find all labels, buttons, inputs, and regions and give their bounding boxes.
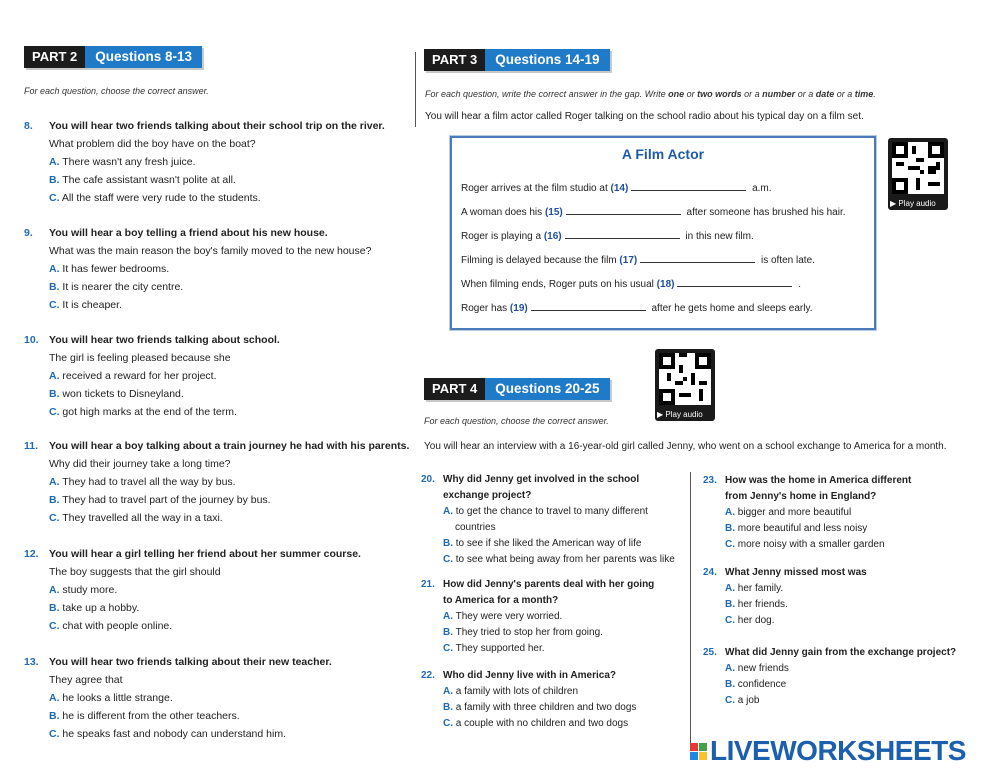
line-text-after: is often late.	[758, 255, 815, 266]
gap-fill-line-18	[461, 276, 801, 290]
option-text: They supported her.	[455, 643, 545, 654]
option-text: confidence	[737, 679, 787, 690]
option-letter: B.	[443, 627, 453, 638]
option-text: to see what being away from her parents was like	[455, 554, 675, 565]
part4-instruction: For each question, choose the correct answer.	[424, 416, 609, 426]
answer-option[interactable]	[24, 509, 409, 527]
option-text: her dog.	[737, 615, 775, 626]
option-letter: B.	[725, 523, 735, 534]
question-10	[24, 331, 280, 421]
option-letter: C.	[49, 192, 60, 204]
question-number: 10.	[24, 334, 39, 346]
logo-block	[699, 743, 707, 751]
answer-option[interactable]	[421, 700, 689, 716]
gap-fill-line-16	[461, 228, 754, 242]
question-sub: What was the main reason the boy's family moved to the new house?	[49, 245, 372, 257]
option-letter: A.	[443, 686, 453, 697]
qr-pattern-icon	[659, 353, 711, 405]
part3-instruction	[425, 89, 876, 99]
question-number: 11.	[24, 440, 39, 452]
part3-header	[424, 49, 610, 71]
answer-option[interactable]	[24, 581, 361, 599]
answer-option[interactable]	[421, 716, 689, 732]
answer-option[interactable]	[24, 189, 385, 207]
instruction-text: or a	[834, 89, 855, 99]
answer-option[interactable]	[703, 613, 983, 629]
answer-option[interactable]	[24, 725, 332, 743]
question-stem-line	[24, 117, 385, 135]
option-text: It has fewer bedrooms.	[62, 263, 170, 275]
question-8	[24, 117, 385, 207]
line-text-after: after he gets home and sleeps early.	[648, 303, 813, 314]
line-text-before: Roger has	[461, 303, 510, 314]
line-text-before: Filming is delayed because the film	[461, 255, 620, 266]
option-text: a family with lots of children	[455, 686, 579, 697]
gap-number: (18)	[656, 279, 675, 290]
logo-blocks-icon	[690, 743, 707, 760]
option-letter: C.	[49, 299, 60, 311]
answer-option[interactable]	[703, 693, 983, 709]
part2-instruction: For each question, choose the correct answer.	[24, 86, 209, 96]
line-text-after: .	[795, 279, 802, 290]
option-letter: C.	[49, 620, 60, 632]
answer-option[interactable]	[24, 491, 409, 509]
question-stem: How was the home in America different	[725, 475, 912, 486]
question-stem: Who did Jenny live with in America?	[443, 670, 616, 681]
line-text-before: When filming ends, Roger puts on his usual	[461, 279, 657, 290]
answer-option[interactable]	[421, 641, 689, 657]
part4-intro: You will hear an interview with a 16-year-old girl called Jenny, who went on a school exchange to America for a month.	[424, 441, 947, 452]
part3-tag: PART 3	[424, 49, 485, 71]
question-sub: The girl is feeling pleased because she	[49, 352, 231, 364]
option-letter: A.	[49, 263, 60, 275]
part4-header	[424, 378, 610, 400]
question-number: 21.	[421, 579, 435, 590]
answer-option[interactable]	[421, 552, 689, 568]
part2-header	[24, 46, 202, 68]
answer-gap-input[interactable]	[565, 228, 680, 239]
qr-code-part3[interactable]	[888, 138, 948, 210]
option-text: It is cheaper.	[62, 299, 122, 311]
logo-block	[699, 752, 707, 760]
option-text: a couple with no children and two dogs	[455, 718, 629, 729]
question-stem-line	[24, 331, 280, 349]
film-actor-box	[450, 136, 876, 330]
answer-option[interactable]	[24, 153, 385, 171]
answer-option[interactable]	[703, 505, 983, 521]
question-23	[703, 473, 983, 553]
answer-option[interactable]	[24, 278, 371, 296]
option-letter: C.	[725, 695, 735, 706]
option-text: her friends.	[737, 599, 788, 610]
option-letter: C.	[443, 718, 453, 729]
line-text-after: a.m.	[749, 183, 772, 194]
question-sub: The boy suggests that the girl should	[49, 566, 221, 578]
question-stem: What did Jenny gain from the exchange project?	[725, 647, 957, 658]
question-20	[421, 472, 689, 568]
part4-questions-label: Questions 20-25	[485, 378, 609, 400]
question-stem: You will hear two friends talking about their new teacher.	[49, 656, 332, 668]
answer-option[interactable]	[703, 521, 983, 537]
answer-gap-input[interactable]	[640, 252, 755, 263]
answer-option[interactable]	[24, 403, 280, 421]
option-letter: A.	[49, 692, 60, 704]
qr-code-part4[interactable]	[655, 349, 715, 421]
option-text: There wasn't any fresh juice.	[62, 156, 196, 168]
option-letter: A.	[49, 584, 60, 596]
answer-option[interactable]	[703, 537, 983, 553]
question-number: 24.	[703, 567, 717, 578]
play-audio-button-part4[interactable]: ▶ Play audio	[657, 410, 703, 419]
question-number: 8.	[24, 120, 33, 132]
answer-option[interactable]	[24, 599, 361, 617]
part4-tag: PART 4	[424, 378, 485, 400]
instruction-text: or a	[795, 89, 816, 99]
answer-option[interactable]	[24, 707, 332, 725]
option-text: They travelled all the way in a taxi.	[62, 512, 223, 524]
part3-intro: You will hear a film actor called Roger talking on the school radio about his typical day on a film set.	[425, 111, 864, 122]
answer-option[interactable]	[24, 617, 361, 635]
option-text: to see if she liked the American way of life	[455, 538, 642, 549]
answer-gap-input[interactable]	[631, 180, 746, 191]
option-letter: A.	[49, 370, 60, 382]
question-22	[421, 668, 689, 732]
question-number: 9.	[24, 227, 33, 239]
gap-number: (17)	[619, 255, 638, 266]
line-text-after: after someone has brushed his hair.	[683, 207, 846, 218]
option-letter: C.	[49, 728, 60, 740]
option-letter: A.	[725, 583, 735, 594]
question-stem: from Jenny's home in England?	[725, 491, 877, 502]
option-text: to get the chance to travel to many different	[455, 506, 648, 517]
question-stem: You will hear two friends talking about school.	[49, 334, 280, 346]
question-11	[24, 437, 409, 527]
line-text-before: Roger arrives at the film studio at	[461, 183, 611, 194]
option-letter: C.	[49, 406, 60, 418]
question-stem: You will hear a girl telling her friend about her summer course.	[49, 548, 361, 560]
answer-option[interactable]	[421, 684, 689, 700]
question-number: 20.	[421, 474, 435, 485]
question-stem: You will hear a boy talking about a train journey he had with his parents.	[49, 440, 410, 452]
option-text: They had to travel all the way by bus.	[62, 476, 236, 488]
film-box-title: A Film Actor	[621, 146, 705, 162]
question-stem-line	[24, 224, 371, 242]
question-number: 13.	[24, 656, 39, 668]
option-text: study more.	[62, 584, 118, 596]
question-stem-line	[24, 545, 361, 563]
logo-block	[690, 752, 698, 760]
option-letter: B.	[725, 599, 735, 610]
option-text: more beautiful and less noisy	[737, 523, 868, 534]
answer-option[interactable]	[703, 661, 983, 677]
answer-option[interactable]	[703, 597, 983, 613]
gap-number: (16)	[543, 231, 562, 242]
question-stem: What Jenny missed most was	[725, 567, 867, 578]
instruction-emphasis: number	[762, 89, 796, 99]
instruction-text: or a	[741, 89, 763, 99]
part2-tag: PART 2	[24, 46, 85, 68]
option-text: more noisy with a smaller garden	[737, 539, 885, 550]
answer-option[interactable]	[421, 536, 689, 552]
option-text-continued: countries	[455, 522, 496, 533]
answer-option[interactable]	[421, 609, 689, 625]
option-letter: A.	[443, 611, 453, 622]
option-letter: C.	[725, 615, 735, 626]
option-text: he looks a little strange.	[62, 692, 173, 704]
question-number: 22.	[421, 670, 435, 681]
part4-divider	[690, 472, 691, 744]
gap-fill-line-17	[461, 252, 815, 266]
instruction-text: .	[873, 89, 876, 99]
gap-fill-line-14	[461, 180, 772, 194]
play-audio-label: Play audio	[898, 199, 936, 208]
option-text: chat with people online.	[62, 620, 173, 632]
question-sub: Why did their journey take a long time?	[49, 458, 231, 470]
option-text: They had to travel part of the journey by bus.	[62, 494, 271, 506]
option-letter: B.	[443, 702, 453, 713]
answer-gap-input[interactable]	[566, 204, 681, 215]
option-letter: A.	[49, 156, 60, 168]
answer-option[interactable]	[24, 473, 409, 491]
option-text: he is different from the other teachers.	[62, 710, 240, 722]
option-letter: B.	[49, 602, 60, 614]
liveworksheets-logo	[690, 735, 966, 767]
question-9	[24, 224, 371, 314]
gap-fill-line-19	[461, 300, 813, 314]
question-stem: Why did Jenny get involved in the school	[443, 474, 640, 485]
gap-number: (14)	[610, 183, 629, 194]
option-text: All the staff were very rude to the students.	[61, 192, 261, 204]
option-text: a job	[737, 695, 760, 706]
line-text-before: A woman does his	[461, 207, 545, 218]
gap-number: (15)	[544, 207, 563, 218]
option-letter: B.	[443, 538, 453, 549]
instruction-emphasis: one	[668, 89, 685, 99]
option-text: bigger and more beautiful	[737, 507, 852, 518]
question-stem: You will hear two friends talking about their school trip on the river.	[49, 120, 385, 132]
option-text: he speaks fast and nobody can understand him.	[62, 728, 286, 740]
question-stem: How did Jenny's parents deal with her going	[443, 579, 655, 590]
option-letter: A.	[49, 476, 60, 488]
option-text: won tickets to Disneyland.	[62, 388, 184, 400]
answer-option[interactable]	[703, 677, 983, 693]
option-letter: B.	[49, 281, 60, 293]
instruction-text: For each question, write the correct answer in the gap. Write	[425, 89, 669, 99]
answer-option[interactable]	[703, 581, 983, 597]
answer-option[interactable]	[421, 504, 689, 536]
answer-option[interactable]	[24, 367, 280, 385]
qr-pattern-icon	[892, 142, 944, 194]
instruction-text: or	[684, 89, 698, 99]
instruction-emphasis: two words	[697, 89, 742, 99]
instruction-emphasis: time	[854, 89, 874, 99]
question-stem: exchange project?	[443, 490, 532, 501]
question-24	[703, 565, 983, 629]
answer-option[interactable]	[24, 260, 371, 278]
column-divider	[415, 52, 416, 127]
question-12	[24, 545, 361, 635]
option-letter: B.	[49, 494, 60, 506]
part2-questions-label: Questions 8-13	[85, 46, 202, 68]
question-number: 12.	[24, 548, 39, 560]
option-text: a family with three children and two dogs	[455, 702, 637, 713]
option-text: They tried to stop her from going.	[455, 627, 603, 638]
option-letter: B.	[725, 679, 735, 690]
option-text: received a reward for her project.	[62, 370, 217, 382]
play-audio-label: Play audio	[665, 410, 703, 419]
line-text-before: Roger is playing a	[461, 231, 544, 242]
option-letter: B.	[49, 174, 60, 186]
part3-questions-label: Questions 14-19	[485, 49, 609, 71]
answer-gap-input[interactable]	[531, 300, 646, 311]
option-text: got high marks at the end of the term.	[62, 406, 237, 418]
line-text-after: in this new film.	[682, 231, 754, 242]
question-number: 23.	[703, 475, 717, 486]
option-text: new friends	[737, 663, 789, 674]
option-text: It is nearer the city centre.	[62, 281, 184, 293]
question-stem: You will hear a boy telling a friend about his new house.	[49, 227, 328, 239]
question-13	[24, 653, 332, 743]
question-stem-line	[24, 437, 409, 455]
option-letter: B.	[49, 710, 60, 722]
option-letter: C.	[49, 512, 60, 524]
answer-option[interactable]	[24, 171, 385, 189]
option-letter: A.	[725, 507, 735, 518]
option-letter: C.	[725, 539, 735, 550]
question-25	[703, 645, 983, 709]
play-audio-button-part3[interactable]: ▶ Play audio	[890, 199, 936, 208]
question-number: 25.	[703, 647, 717, 658]
logo-text: LIVEWORKSHEETS	[710, 735, 966, 766]
question-stem: to America for a month?	[443, 595, 559, 606]
option-text: her family.	[737, 583, 784, 594]
answer-option[interactable]	[24, 296, 371, 314]
question-21	[421, 577, 689, 657]
option-letter: C.	[443, 554, 453, 565]
answer-option[interactable]	[24, 689, 332, 707]
instruction-emphasis: date	[815, 89, 835, 99]
option-text: The cafe assistant wasn't polite at all.	[62, 174, 236, 186]
option-text: take up a hobby.	[62, 602, 140, 614]
logo-block	[690, 743, 698, 751]
answer-option[interactable]	[421, 625, 689, 641]
answer-gap-input[interactable]	[677, 276, 792, 287]
question-stem-line	[24, 653, 332, 671]
gap-fill-line-15	[461, 204, 846, 218]
question-sub: What problem did the boy have on the boat?	[49, 138, 256, 150]
option-letter: C.	[443, 643, 453, 654]
gap-number: (19)	[509, 303, 528, 314]
option-text: They were very worried.	[455, 611, 563, 622]
option-letter: A.	[443, 506, 453, 517]
answer-option[interactable]	[24, 385, 280, 403]
option-letter: A.	[725, 663, 735, 674]
option-letter: B.	[49, 388, 60, 400]
question-sub: They agree that	[49, 674, 123, 686]
